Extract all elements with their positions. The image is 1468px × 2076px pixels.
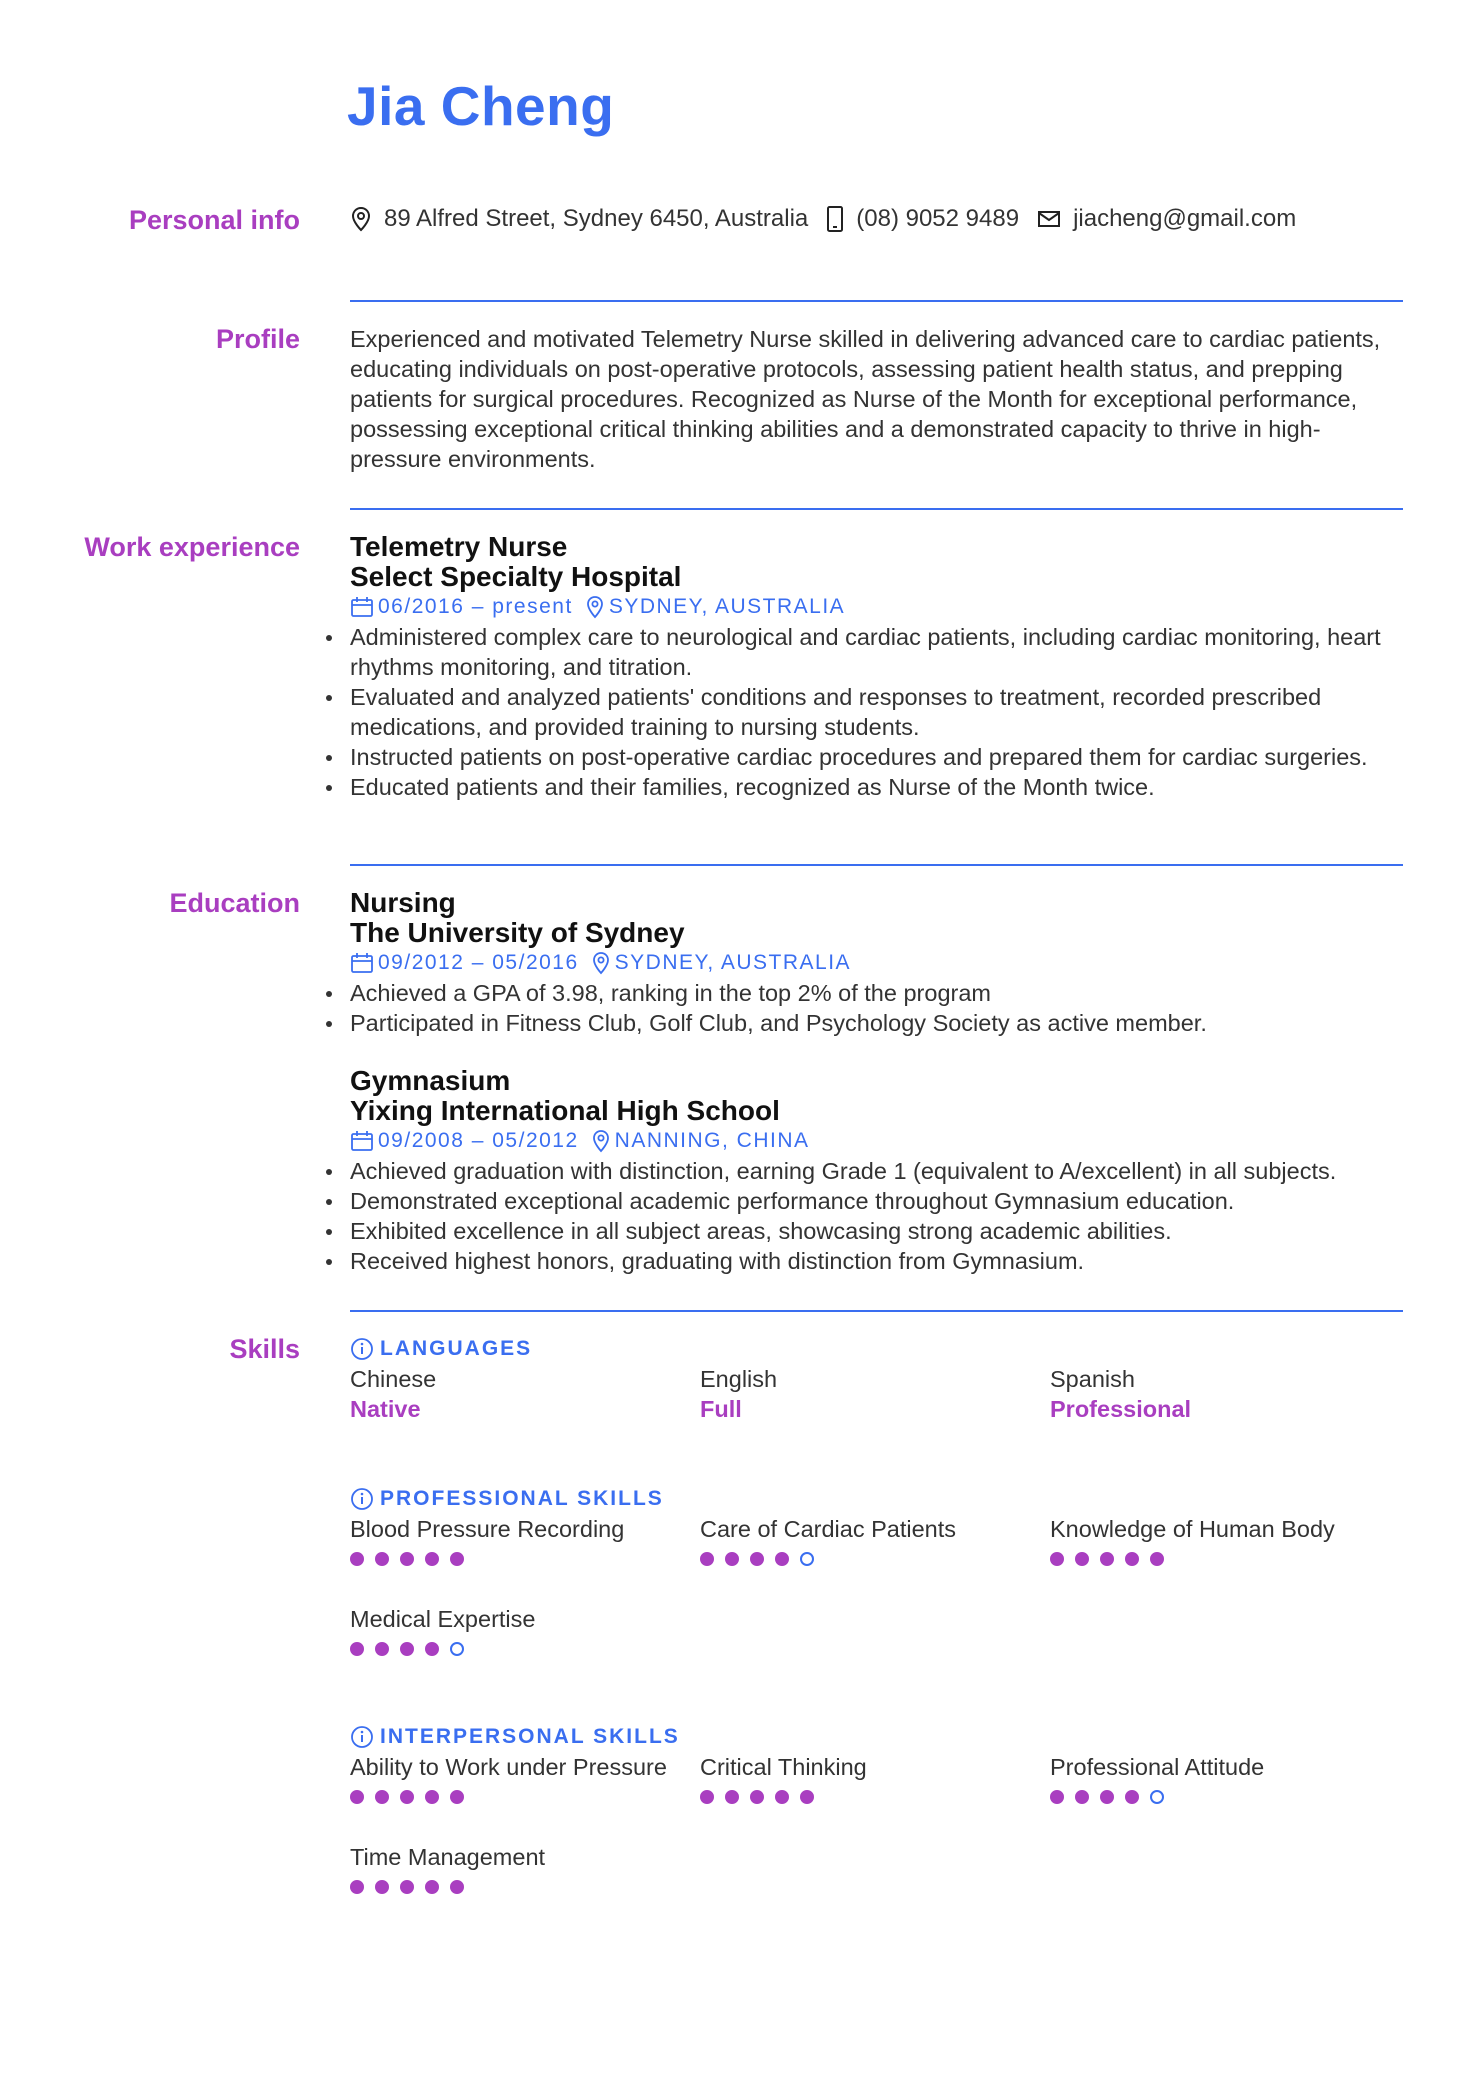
job-dates: 06/2016 – present [378,595,573,618]
phone-text: (08) 9052 9489 [856,205,1020,232]
work-entry [350,532,1403,802]
list-item: Instructed patients on post-operative cardiac procedures and prepared them for cardiac surgeries. [350,742,1403,772]
skill-name: Professional Attitude [1050,1754,1265,1780]
education-dates: 09/2008 – 05/2012 [378,1129,579,1152]
skill-rating [350,1880,690,1896]
skills-body [350,1334,1403,1932]
skill-name: Knowledge of Human Body [1050,1516,1335,1542]
education-heading: Education [169,888,300,918]
rating-dot-filled [750,1552,764,1566]
contact-phone [826,205,1019,233]
rating-dot-filled [425,1790,439,1804]
rating-dot-filled [775,1552,789,1566]
profile-heading: Profile [215,324,300,354]
rating-dot-filled [400,1790,414,1804]
address-text: 89 Alfred Street, Sydney 6450, Australia [384,205,809,232]
skill-rating [350,1552,690,1568]
skill-rating [1050,1552,1390,1568]
skill-name: Critical Thinking [700,1754,867,1780]
calendar-icon [350,1130,374,1152]
rating-dot-filled [750,1790,764,1804]
job-meta [350,592,1403,622]
rating-dot-filled [350,1642,364,1656]
skill-item [700,1514,1040,1568]
divider [350,300,1403,302]
interpersonal-skills-heading-text: INTERPERSONAL SKILLS [380,1725,680,1748]
contact-email [1037,205,1296,233]
interpersonal-skills-heading [350,1722,1403,1752]
location-pin-icon [350,206,372,232]
rating-dot-filled [450,1790,464,1804]
professional-skills-heading [350,1484,1403,1514]
profile-body [350,324,1403,474]
skill-name: Care of Cardiac Patients [700,1516,957,1542]
rating-dot-filled [400,1642,414,1656]
skill-name: Blood Pressure Recording [350,1516,625,1542]
language-level: Professional [1050,1396,1192,1422]
rating-dot-filled [375,1642,389,1656]
rating-dot-filled [700,1790,714,1804]
rating-dot-filled [425,1880,439,1894]
education-entry [350,888,1403,1276]
language-name: Spanish [1050,1366,1135,1392]
skill-name: Time Management [350,1844,546,1870]
rating-dot-filled [400,1552,414,1566]
skill-rating [350,1642,690,1658]
employer: Select Specialty Hospital [350,561,682,592]
divider [350,508,1403,510]
list-item: Evaluated and analyzed patients' conditions and responses to treatment, recorded prescribed medications, and provided training to nursing students. [350,682,1403,742]
location-pin-icon [591,951,611,975]
language-item [350,1364,690,1424]
list-item: Received highest honors, graduating with distinction from Gymnasium. [350,1246,1403,1276]
rating-dot-empty [800,1552,814,1566]
skill-name: Medical Expertise [350,1606,536,1632]
rating-dot-filled [425,1642,439,1656]
rating-dot-filled [1100,1552,1114,1566]
rating-dot-filled [375,1790,389,1804]
language-item [1050,1364,1390,1424]
info-icon [350,1487,374,1511]
rating-dot-filled [1050,1790,1064,1804]
degree-title: Nursing [350,887,456,918]
rating-dot-filled [350,1790,364,1804]
languages-grid [350,1364,1403,1484]
rating-dot-filled [1150,1552,1164,1566]
profile-summary: Experienced and motivated Telemetry Nurse skilled in delivering advanced care to cardiac patients, educating individuals on post-operative protocols, assessing patient health status, and prepping patients for surgical procedures. Recognized as Nurse of the Month for exceptional performance, possessing exceptional critical thinking abilities and a demonstrated capacity to thrive in high-pressure environments. [350,326,1381,472]
skill-item [350,1514,690,1568]
list-item: Administered complex care to neurological and cardiac patients, including cardiac monitoring, heart rhythms monitoring, and titration. [350,622,1403,682]
rating-dot-filled [1125,1552,1139,1566]
envelope-icon [1037,209,1061,229]
list-item: Demonstrated exceptional academic performance throughout Gymnasium education. [350,1186,1403,1216]
personal-info-heading: Personal info [128,205,300,235]
degree-title: Gymnasium [350,1065,511,1096]
skill-item [350,1842,690,1896]
email-text[interactable]: jiacheng@gmail.com [1073,205,1297,232]
languages-heading [350,1334,1403,1364]
skill-name: Ability to Work under Pressure [350,1754,667,1780]
rating-dot-filled [375,1880,389,1894]
rating-dot-empty [450,1642,464,1656]
contact-line [350,205,1403,233]
rating-dot-filled [775,1790,789,1804]
rating-dot-filled [1050,1552,1064,1566]
rating-dot-filled [350,1552,364,1566]
calendar-icon [350,952,374,974]
education-meta [350,948,1403,978]
skill-rating [350,1790,690,1806]
skill-item [1050,1514,1390,1568]
work-heading: Work experience [84,532,300,562]
list-item: Participated in Fitness Club, Golf Club, and Psychology Society as active member. [350,1008,1403,1038]
education-bullets [350,1156,1403,1276]
list-item: Exhibited excellence in all subject areas, showcasing strong academic abilities. [350,1216,1403,1246]
skill-item [350,1604,690,1658]
rating-dot-filled [700,1552,714,1566]
job-title: Telemetry Nurse [350,531,568,562]
education-location: NANNING, CHINA [614,1129,810,1152]
divider [350,1310,1403,1312]
skill-item [1050,1752,1390,1806]
list-item: Achieved graduation with distinction, earning Grade 1 (equivalent to A/excellent) in all subjects. [350,1156,1403,1186]
skill-item [700,1752,1040,1806]
language-level: Full [700,1396,742,1422]
interpersonal-skills-grid [350,1752,1403,1932]
rating-dot-filled [800,1790,814,1804]
list-item: Educated patients and their families, recognized as Nurse of the Month twice. [350,772,1403,802]
education-bullets [350,978,1403,1038]
languages-heading-text: LANGUAGES [380,1337,533,1360]
candidate-name: Jia Cheng [347,75,615,137]
rating-dot-empty [1150,1790,1164,1804]
skill-item [350,1752,690,1806]
job-location: SYDNEY, AUSTRALIA [608,595,846,618]
phone-icon [826,205,844,233]
professional-skills-grid [350,1514,1403,1722]
info-icon [350,1337,374,1361]
school-name: The University of Sydney [350,917,685,948]
rating-dot-filled [450,1552,464,1566]
rating-dot-filled [350,1880,364,1894]
skill-rating [700,1790,1040,1806]
contact-address [350,205,808,233]
school-name: Yixing International High School [350,1095,780,1126]
calendar-icon [350,596,374,618]
education-dates: 09/2012 – 05/2016 [378,951,579,974]
location-pin-icon [591,1129,611,1153]
language-level: Native [350,1396,421,1422]
rating-dot-filled [1125,1790,1139,1804]
list-item: Achieved a GPA of 3.98, ranking in the top 2% of the program [350,978,1403,1008]
skill-rating [700,1552,1040,1568]
divider [350,864,1403,866]
rating-dot-filled [1075,1552,1089,1566]
language-name: English [700,1366,778,1392]
job-bullets [350,622,1403,802]
rating-dot-filled [375,1552,389,1566]
skill-rating [1050,1790,1390,1806]
rating-dot-filled [1100,1790,1114,1804]
skills-heading: Skills [229,1334,300,1364]
education-location: SYDNEY, AUSTRALIA [614,951,852,974]
rating-dot-filled [450,1880,464,1894]
rating-dot-filled [725,1552,739,1566]
rating-dot-filled [400,1880,414,1894]
rating-dot-filled [425,1552,439,1566]
language-item [700,1364,1040,1424]
language-name: Chinese [350,1366,437,1392]
rating-dot-filled [1075,1790,1089,1804]
info-icon [350,1725,374,1749]
rating-dot-filled [725,1790,739,1804]
location-pin-icon [585,595,605,619]
professional-skills-heading-text: PROFESSIONAL SKILLS [380,1487,664,1510]
education-meta [350,1126,1403,1156]
personal-info-body [350,205,1403,233]
